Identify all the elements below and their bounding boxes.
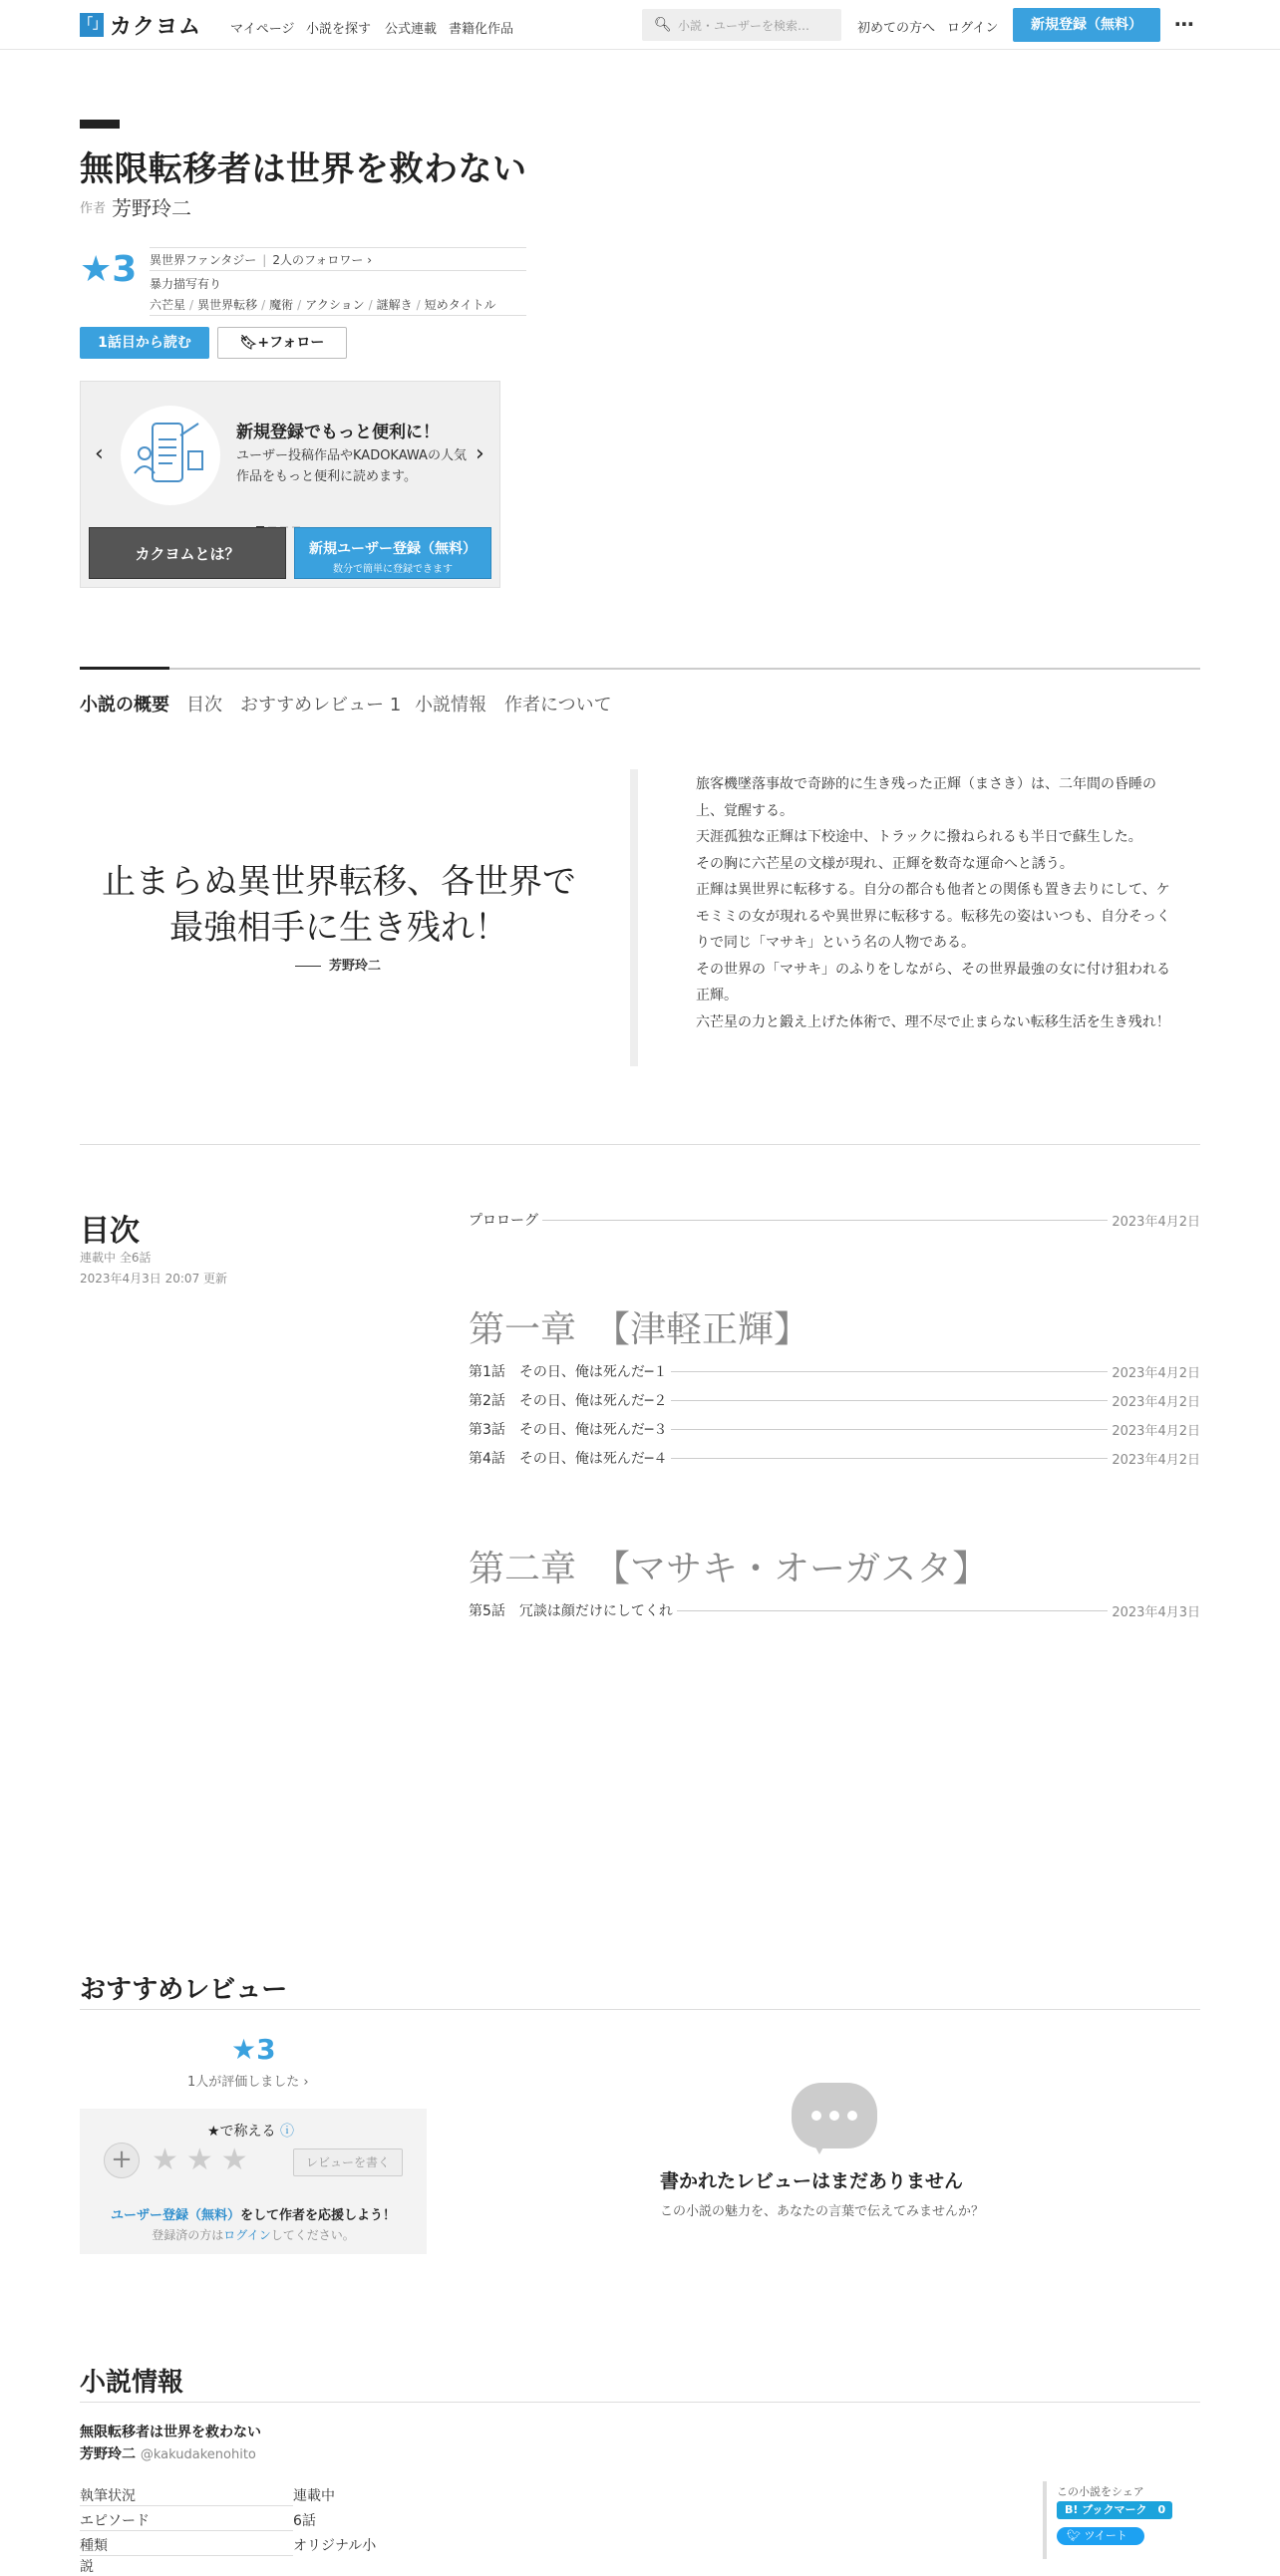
novel-info-author-link[interactable]: 芳野玲二 [80, 2446, 136, 2462]
signup-promo-carousel [80, 381, 500, 588]
praise-label [207, 2121, 294, 2141]
section-divider [80, 2402, 1200, 2403]
about-kakuyomu-button[interactable]: カクヨムとは？ [89, 527, 286, 579]
site-header [0, 0, 1280, 50]
intro-paragraph: 六芒星の力と鍛え上げた体術で、理不尽で止まらない転移生活を生き残れ！ [696, 1013, 1170, 1030]
episode-link[interactable] [469, 1419, 1200, 1439]
tab-novel-info[interactable]: 小説情報 [415, 695, 486, 716]
chevron-right-icon: › [299, 2075, 309, 2090]
tab-reviews[interactable]: おすすめレビュー 1 [240, 695, 402, 716]
tag-link[interactable]: アクション [305, 298, 365, 312]
content-warning: 暴力描写有り [150, 277, 222, 291]
episode-date: 2023年4月3日 [1108, 1601, 1200, 1620]
tab-toc[interactable]: 目次 [186, 695, 222, 716]
support-text [80, 2204, 427, 2223]
tag-list: 六芒星 / 異世界転移 / 魔術 / アクション / 謎解き / 短めタイトル [150, 298, 496, 312]
divider [150, 315, 526, 316]
kakuyomu-logo-icon[interactable]: 「」 [80, 13, 104, 37]
bubble-dot [829, 2111, 839, 2121]
episode-title: プロローグ [469, 1213, 542, 1229]
help-icon[interactable]: ⓘ [280, 2124, 295, 2140]
search-placeholder: 小説・ユーザーを検索… [678, 19, 810, 33]
genre-row: 異世界ファンタジー | 2人のフォロワー › [150, 253, 372, 267]
intro-paragraph: その世界の「マサキ」のふりをしながら、その世界最強の女に付け狙われる正輝。 [696, 961, 1170, 1003]
no-reviews-subtitle: この小説の魅力を、あなたの言葉で伝えてみませんか？ [660, 2204, 985, 2219]
tag-link[interactable]: 短めタイトル [424, 298, 496, 312]
divider [150, 270, 526, 271]
episode-link[interactable] [469, 1361, 1200, 1381]
intro-paragraph: その胸に六芒星の文様が現れ、正輝を数奇な運命へと誘う。 [696, 855, 1074, 872]
info-value: オリジナル小説 [80, 2538, 377, 2575]
nav-published-works[interactable]: 書籍化作品 [449, 22, 514, 37]
info-row [80, 2535, 379, 2576]
author-id: @kakudakenohito [140, 2447, 256, 2462]
review-login-link[interactable]: ログイン [223, 2228, 271, 2242]
toc-heading: 目次 [80, 1214, 140, 1249]
bookmark-plus-icon: 🔖︎+ [239, 335, 270, 351]
register-label: 新規ユーザー登録（無料） [309, 541, 477, 557]
site-logo-text[interactable]: カクヨム [110, 15, 202, 40]
introduction [696, 771, 1178, 1035]
bubble-dot [811, 2111, 821, 2121]
bubble-dot [847, 2111, 857, 2121]
promo-body: ユーザー投稿作品やKADOKAWAの人気作品をもっと便利に読めます。 [236, 448, 467, 484]
login-prompt-pre: 登録済の方は [152, 2228, 224, 2242]
info-value: 6話 [293, 2513, 316, 2529]
write-review-button[interactable]: レビューを書く [293, 2148, 403, 2176]
tag-link[interactable]: 異世界転移 [197, 298, 258, 312]
login-prompt [80, 2226, 427, 2243]
beginner-link[interactable]: 初めての方へ [857, 21, 936, 36]
review-star-rating: ★3 [231, 2033, 276, 2066]
chapter-title: 第一章 【津軽正輝】 [469, 1309, 810, 1350]
episode-date: 2023年4月2日 [1108, 1449, 1200, 1468]
chapter-title: 第二章 【マサキ・オーガスタ】 [469, 1549, 989, 1589]
nav-mypage[interactable]: マイページ [230, 22, 295, 37]
tabs-divider [80, 668, 1200, 670]
share-label: この小説をシェア [1057, 2485, 1144, 2498]
login-prompt-post: してください。 [270, 2228, 355, 2242]
rated-count-label: 1人が評価しました [187, 2075, 300, 2090]
login-link[interactable]: ログイン [947, 21, 999, 36]
rated-count-link[interactable] [187, 2071, 309, 2090]
support-text-rest: をして作者を応援しよう！ [240, 2208, 397, 2223]
toc-status: 連載中 全6話 [80, 1251, 152, 1265]
novel-info-heading: 小説情報 [80, 2368, 184, 2398]
novel-info-title: 無限転移者は世界を救わない [80, 2425, 261, 2440]
leader-line [469, 1220, 1200, 1221]
episode-link[interactable] [469, 1210, 1200, 1230]
carousel-next-icon[interactable]: › [476, 441, 484, 466]
toc-updated: 2023年4月3日 20:07 更新 [80, 1272, 228, 1286]
tag-link[interactable]: 六芒星 [150, 298, 186, 312]
intro-paragraph: 天涯孤独な正輝は下校途中、トラックに撥ねられるも半日で蘇生した。 [696, 829, 1142, 845]
section-divider [80, 2009, 1200, 2010]
episode-link[interactable] [469, 1390, 1200, 1410]
info-row [80, 2510, 379, 2531]
divider [150, 247, 526, 248]
episode-title: 第1話 その日、俺は死んだ─１ [469, 1364, 671, 1380]
read-first-episode-button[interactable]: 1話目から読む [80, 327, 209, 359]
author-name-link[interactable]: 芳野玲二 [112, 196, 191, 220]
search-icon: 🔍︎ [654, 17, 672, 33]
work-title: 無限転移者は世界を救わない [80, 149, 527, 189]
user-register-link[interactable]: ユーザー登録（無料） [110, 2208, 240, 2223]
tweet-label: ツイート [1084, 2529, 1127, 2542]
praise-box [80, 2109, 427, 2254]
register-button[interactable]: 新規登録（無料） [1013, 8, 1160, 42]
bird-icon: 🐦︎ [1067, 2529, 1085, 2542]
info-key: 執筆状況 [80, 2485, 293, 2506]
star-rating[interactable]: ★3 [80, 249, 138, 290]
add-star-icon[interactable]: + [104, 2143, 140, 2178]
device-illustration-icon [121, 406, 220, 505]
info-row [80, 2485, 379, 2506]
no-reviews-title: 書かれたレビューはまだありません [660, 2170, 964, 2192]
info-key: 種類 [80, 2535, 293, 2556]
intro-accent-bar [630, 769, 638, 1066]
author-label: 作者 [80, 201, 107, 216]
episode-title: 第5話 冗談は顔だけにしてくれ [469, 1603, 677, 1619]
episode-link[interactable] [469, 1448, 1200, 1468]
tweet-button[interactable] [1057, 2527, 1144, 2545]
chevron-right-icon: › [363, 253, 372, 267]
tab-overview[interactable]: 小説の概要 [80, 695, 169, 716]
star-rating-input[interactable]: ★★★ [152, 2143, 256, 2177]
info-key: エピソード [80, 2510, 293, 2531]
follow-label: フォロー [269, 335, 325, 351]
more-menu-icon[interactable]: ⋯ [1174, 12, 1194, 36]
share-accent-bar [1043, 2481, 1047, 2559]
title-accent-bar [80, 120, 120, 129]
follow-button[interactable] [217, 327, 347, 359]
episode-title: 第3話 その日、俺は死んだ─３ [469, 1422, 671, 1438]
promo-title: 新規登録でもっと便利に！ [236, 423, 440, 442]
intro-paragraph: 正輝は異世界に転移する。自分の都合も他者との関係も置き去りにして、ケモミミの女が現れるや異世界に転移する。転移先の姿はいつも、自分そっくりで同じ「マサキ」という名の人物である。 [696, 882, 1170, 951]
section-divider [80, 1144, 1200, 1145]
followers-link[interactable]: 2人のフォロワー [272, 253, 364, 267]
episode-title: 第2話 その日、俺は死んだ─２ [469, 1393, 671, 1409]
catchphrase: 止まらぬ異世界転移、各世界で最強相手に生き残れ！ [102, 862, 576, 948]
tag-link[interactable]: 魔術 [269, 298, 294, 312]
catchphrase-author: 芳野玲二 [295, 955, 381, 974]
tag-link[interactable]: 謎解き [376, 298, 413, 312]
novel-info-author [80, 2443, 256, 2463]
reviews-heading: おすすめレビュー [80, 1975, 288, 2005]
episode-date: 2023年4月2日 [1108, 1391, 1200, 1410]
episode-title: 第4話 その日、俺は死んだ─４ [469, 1451, 671, 1467]
search-input[interactable] [642, 9, 841, 41]
nav-official-series[interactable]: 公式連載 [385, 22, 438, 37]
intro-paragraph: 旅客機墜落事故で奇跡的に生き残った正輝（まさき）は、二年間の昏睡の上、覚醒する。 [696, 776, 1156, 819]
episode-link[interactable] [469, 1600, 1200, 1620]
active-tab-indicator [80, 667, 169, 670]
genre-link[interactable]: 異世界ファンタジー [150, 253, 257, 267]
new-user-register-button[interactable] [294, 527, 491, 579]
speech-bubble-icon [792, 2083, 877, 2148]
nav-search-novels[interactable]: 小説を探す [306, 22, 372, 37]
hatena-bookmark-button[interactable]: B! ブックマーク 0 [1057, 2501, 1172, 2519]
register-sublabel: 数分で簡単に登録できます [333, 564, 453, 575]
tab-about-author[interactable]: 作者について [504, 695, 612, 716]
info-value: 連載中 [293, 2488, 335, 2504]
episode-date: 2023年4月2日 [1108, 1211, 1200, 1230]
episode-date: 2023年4月2日 [1108, 1420, 1200, 1439]
praise-label-text: ★で称える [207, 2124, 276, 2140]
episode-date: 2023年4月2日 [1108, 1362, 1200, 1381]
carousel-prev-icon[interactable]: ‹ [95, 441, 104, 466]
